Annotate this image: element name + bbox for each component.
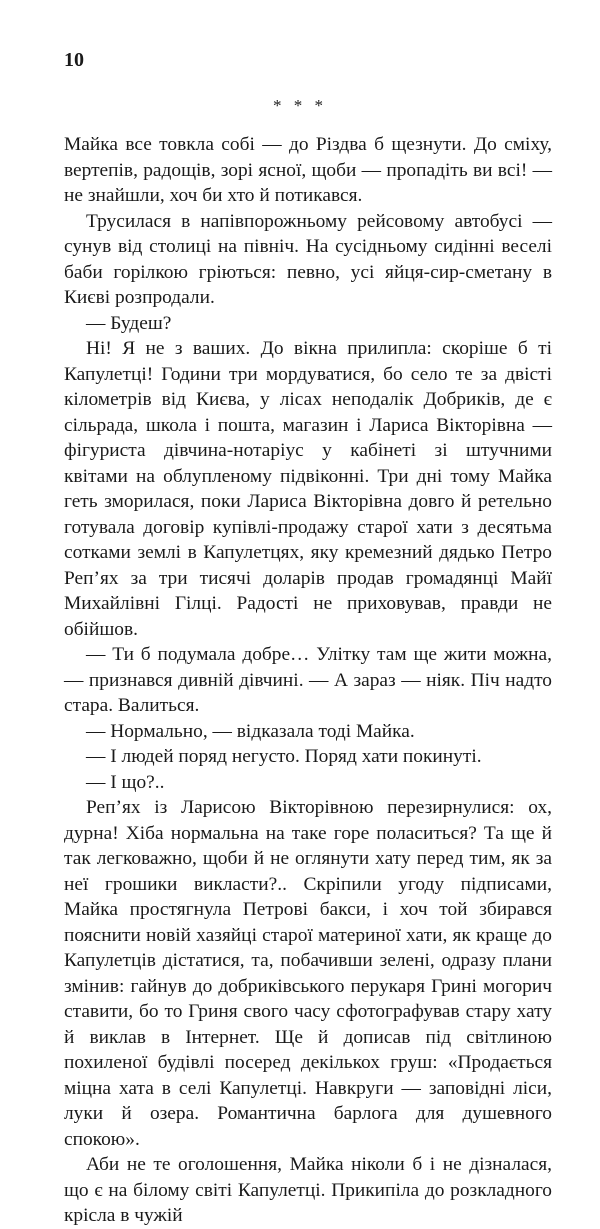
paragraph: — Будеш? [86, 312, 172, 334]
section-divider: * * * [273, 96, 327, 115]
paragraph: Аби не те оголошення, Майка ніколи б і не дізналася, що є на білому світі Капулетці. Прикипіла до розкладного крісла в чужій [64, 1154, 552, 1226]
paragraph: — І людей поряд негусто. Поряд хати покинуті. [86, 746, 482, 767]
paragraph: Майка все товкла собі — до Різдва б щезнути. До сміху, вертепів, радощів, зорі ясної, щоби — пропадіть ви всі! — не знайшли, хоч би хто й потикався. [64, 134, 552, 206]
paragraph: Трусилася в напівпорожньому рейсовому автобусі — сунув від столиці на північ. На сусідньому сидінні веселі баби горілкою гріються: певно, усі яйця-сир-сметану в Києві розпродали. [64, 210, 552, 308]
book-text [64, 132, 552, 1229]
paragraph: Реп’ях із Ларисою Вікторівною перезирнулися: ох, дурна! Хіба нормальна на таке горе поласиться? Та ще й так легковажно, щоби й не оглянути хату перед тим, як за неї грошики викласти?.. Скріпили угоду підписами, Майка простягнула Петрові бакси, і хоч той збирався пояснити новій хазяйці старої материної хати, як краще до Капулетців дістатися, та, побачивши зелені, одразу плани змінив: гайнув до добриківського перукаря Грині могорич ставити, бо то Гриня свого часу сфотографував стару хату й виклав в Інтернет. Ще й дописав під світлиною похиленої будівлі посеред декількох груш: «Продається міцна хата в селі Капулетці. Навкруги — заповідні ліси, луки й озера. Романтична барлога для душевного спокою». [64, 797, 552, 1150]
paragraph: — І що?.. [86, 771, 165, 793]
page-number: 10 [64, 49, 84, 71]
paragraph: — Ти б подумала добре… Улітку там ще жити можна, — признався дивній дівчині. — А зараз — ніяк. Піч надто стара. Валиться. [64, 644, 552, 716]
paragraph: Ні! Я не з ваших. До вікна прилипла: скоріше б ті Капулетці! Години три мордуватися, бо село те за двісті кілометрів від Києва, у лісах неподалік Добриків, де є сільрада, школа і пошта, магазин і Лариса Вікторівна — фігуриста дівчина-нотаріус у кабінеті зі штучними квітами на облупленому підвіконні. Три дні тому Майка геть зморилася, поки Лариса Вікторівна довго й ретельно готувала договір купівлі-продажу старої хати з десятьма сотками землі в Капулетцях, яку кремезний дядько Петро Реп’ях за три тисячі доларів продав громадянці Майї Михайлівні Гілці. Радості не приховував, правди не обійшов. [64, 338, 552, 640]
paragraph: — Нормально, — відказала тоді Майка. [86, 720, 415, 742]
